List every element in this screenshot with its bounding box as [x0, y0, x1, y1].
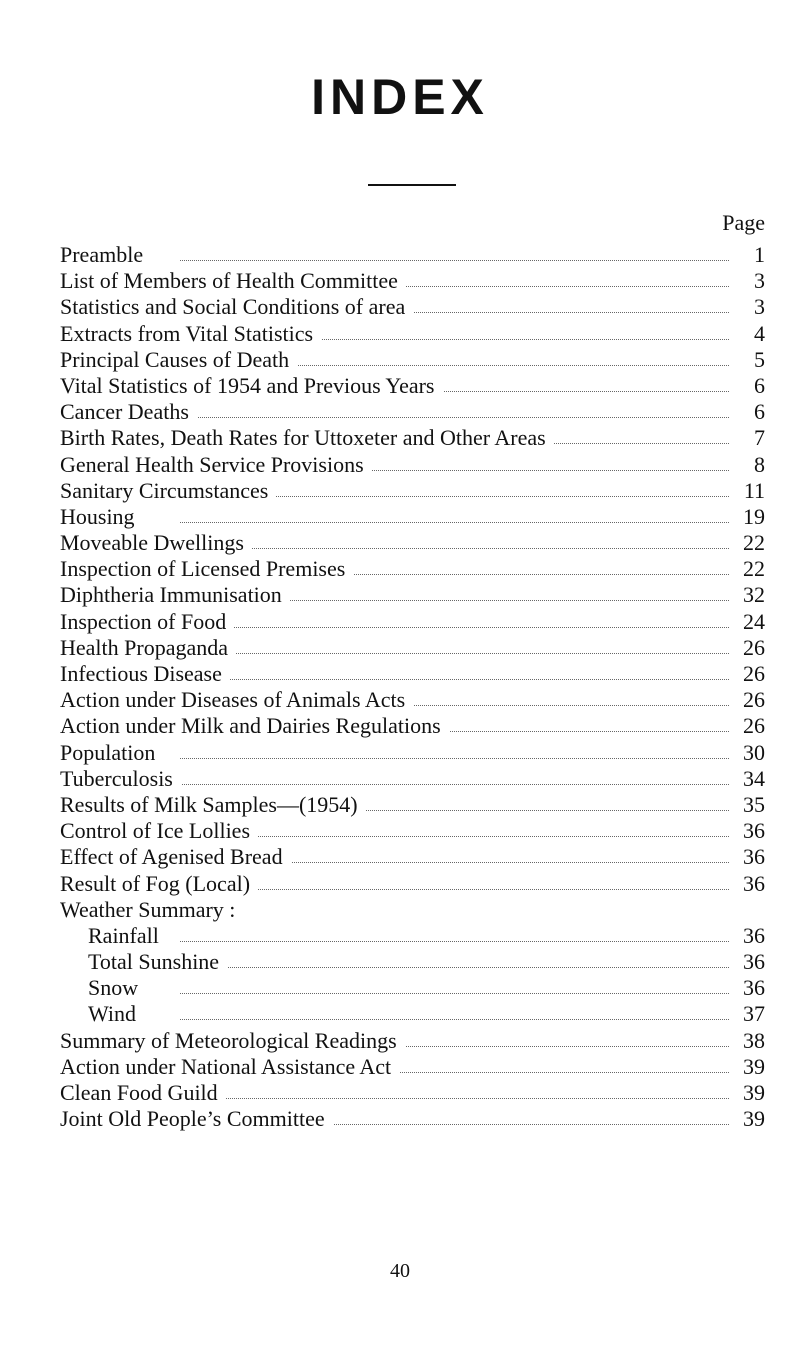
entry-label: General Health Service Provisions [60, 452, 372, 478]
page-number: 40 [390, 1260, 410, 1282]
entry-label: Birth Rates, Death Rates for Uttoxeter and Other Areas [60, 425, 554, 451]
entry-page: 37 [743, 1001, 765, 1027]
entry-page: 35 [743, 791, 765, 817]
entry-page: 7 [754, 425, 765, 451]
dot-leader [180, 548, 729, 549]
entry-page: 6 [754, 399, 765, 425]
entry-page: 24 [743, 608, 765, 634]
entry-page: 38 [743, 1027, 765, 1053]
index-entry [60, 844, 765, 870]
entry-label: Rainfall [88, 923, 167, 949]
index-entry [60, 504, 765, 530]
entry-label: Action under National Assistance Act [60, 1054, 399, 1080]
dot-leader [180, 889, 729, 890]
dot-leader [180, 1098, 729, 1099]
entry-label: Cancer Deaths [60, 399, 197, 425]
entry-label: Diphtheria Immunisation [60, 582, 290, 608]
entry-label: Summary of Meteorological Readings [60, 1028, 405, 1054]
index-entry [60, 818, 765, 844]
index-entry [60, 373, 765, 399]
dot-leader [180, 260, 729, 261]
entry-page: 22 [743, 556, 765, 582]
index-entry [60, 713, 765, 739]
entry-label: Results of Milk Samples—(1954) [60, 792, 366, 818]
index-entry [60, 609, 765, 635]
entry-page: 36 [743, 844, 765, 870]
entry-label: Tuberculosis [60, 766, 181, 792]
index-entry [60, 530, 765, 556]
index-entry [60, 242, 765, 268]
index-entry [60, 347, 765, 373]
entry-label: Moveable Dwellings [60, 530, 252, 556]
index-entry [60, 792, 765, 818]
entry-page: 39 [743, 1053, 765, 1079]
entry-page: 26 [743, 634, 765, 660]
index-entry [60, 1080, 765, 1106]
entry-label: Infectious Disease [60, 661, 230, 687]
dot-leader [180, 679, 729, 680]
entry-label: Extracts from Vital Statistics [60, 321, 321, 347]
entry-label: Vital Statistics of 1954 and Previous Years [60, 373, 443, 399]
index-entry [60, 766, 765, 792]
index-subentry [60, 1001, 765, 1027]
entry-page: 3 [754, 294, 765, 320]
entry-label: Statistics and Social Conditions of area [60, 294, 413, 320]
entry-label: Joint Old People’s Committee [60, 1106, 333, 1132]
entry-page: 4 [754, 320, 765, 346]
entry-page: 26 [743, 687, 765, 713]
index-section-heading [60, 897, 765, 923]
entry-page: 22 [743, 530, 765, 556]
entry-page: 6 [754, 372, 765, 398]
index-entry [60, 740, 765, 766]
dot-leader [180, 653, 729, 654]
dot-leader [180, 967, 729, 968]
entry-label: Preamble [60, 242, 151, 268]
index-entry [60, 635, 765, 661]
index-entry [60, 871, 765, 897]
index-entry [60, 1106, 765, 1132]
dot-leader [180, 941, 729, 942]
entry-page: 1 [754, 242, 765, 267]
entry-label: Effect of Agenised Bread [60, 844, 291, 870]
entry-label: Sanitary Circumstances [60, 478, 276, 504]
entry-label: List of Members of Health Committee [60, 268, 406, 294]
index-entry [60, 661, 765, 687]
entry-label: Population [60, 740, 163, 766]
dot-leader [180, 417, 729, 418]
entry-label: Weather Summary : [60, 897, 243, 923]
index-entry [60, 268, 765, 294]
entry-label: Health Propaganda [60, 635, 236, 661]
index-subentry [60, 923, 765, 949]
index-subentry [60, 975, 765, 1001]
dot-leader [180, 836, 729, 837]
entry-page: 34 [743, 765, 765, 791]
entry-label: Housing [60, 504, 143, 530]
entry-page: 39 [743, 1080, 765, 1105]
dot-leader [180, 627, 729, 628]
entry-label: Inspection of Licensed Premises [60, 556, 353, 582]
index-entry [60, 687, 765, 713]
entry-label: Principal Causes of Death [60, 347, 297, 373]
index-entry [60, 1054, 765, 1080]
entry-page: 8 [754, 451, 765, 477]
entry-page: 11 [743, 477, 765, 503]
index-entry [60, 425, 765, 451]
index-entry [60, 399, 765, 425]
page-title: INDEX [311, 69, 489, 125]
entry-label: Action under Milk and Dairies Regulations [60, 713, 449, 739]
entry-label: Result of Fog (Local) [60, 871, 258, 897]
dot-leader [180, 1019, 729, 1020]
entry-page: 26 [743, 661, 765, 686]
entry-label: Action under Diseases of Animals Acts [60, 687, 413, 713]
entry-page: 30 [743, 739, 765, 765]
index-list [60, 242, 765, 1132]
index-entry [60, 321, 765, 347]
title-rule [368, 184, 456, 186]
entry-page: 36 [743, 818, 765, 844]
dot-leader [180, 993, 729, 994]
entry-page: 36 [743, 870, 765, 896]
index-entry [60, 556, 765, 582]
entry-label: Snow [88, 975, 146, 1001]
dot-leader [180, 522, 729, 523]
entry-page: 36 [743, 975, 765, 1001]
entry-label: Total Sunshine [88, 949, 227, 975]
dot-leader [180, 784, 729, 785]
entry-label: Clean Food Guild [60, 1080, 226, 1106]
entry-page: 36 [743, 949, 765, 975]
entry-page: 26 [743, 713, 765, 739]
entry-label: Control of Ice Lollies [60, 818, 258, 844]
index-subentry [60, 949, 765, 975]
index-entry [60, 478, 765, 504]
entry-page: 32 [743, 582, 765, 608]
index-entry [60, 1028, 765, 1054]
entry-page: 36 [743, 922, 765, 948]
entry-label: Wind [88, 1001, 144, 1027]
entry-label: Inspection of Food [60, 609, 234, 635]
entry-page: 5 [754, 346, 765, 372]
dot-leader [180, 758, 729, 759]
index-entry [60, 452, 765, 478]
page-column-header: Page [722, 210, 765, 235]
entry-page: 39 [743, 1106, 765, 1132]
index-entry [60, 294, 765, 320]
entry-page: 3 [754, 268, 765, 294]
index-entry [60, 582, 765, 608]
entry-page: 19 [743, 503, 765, 529]
